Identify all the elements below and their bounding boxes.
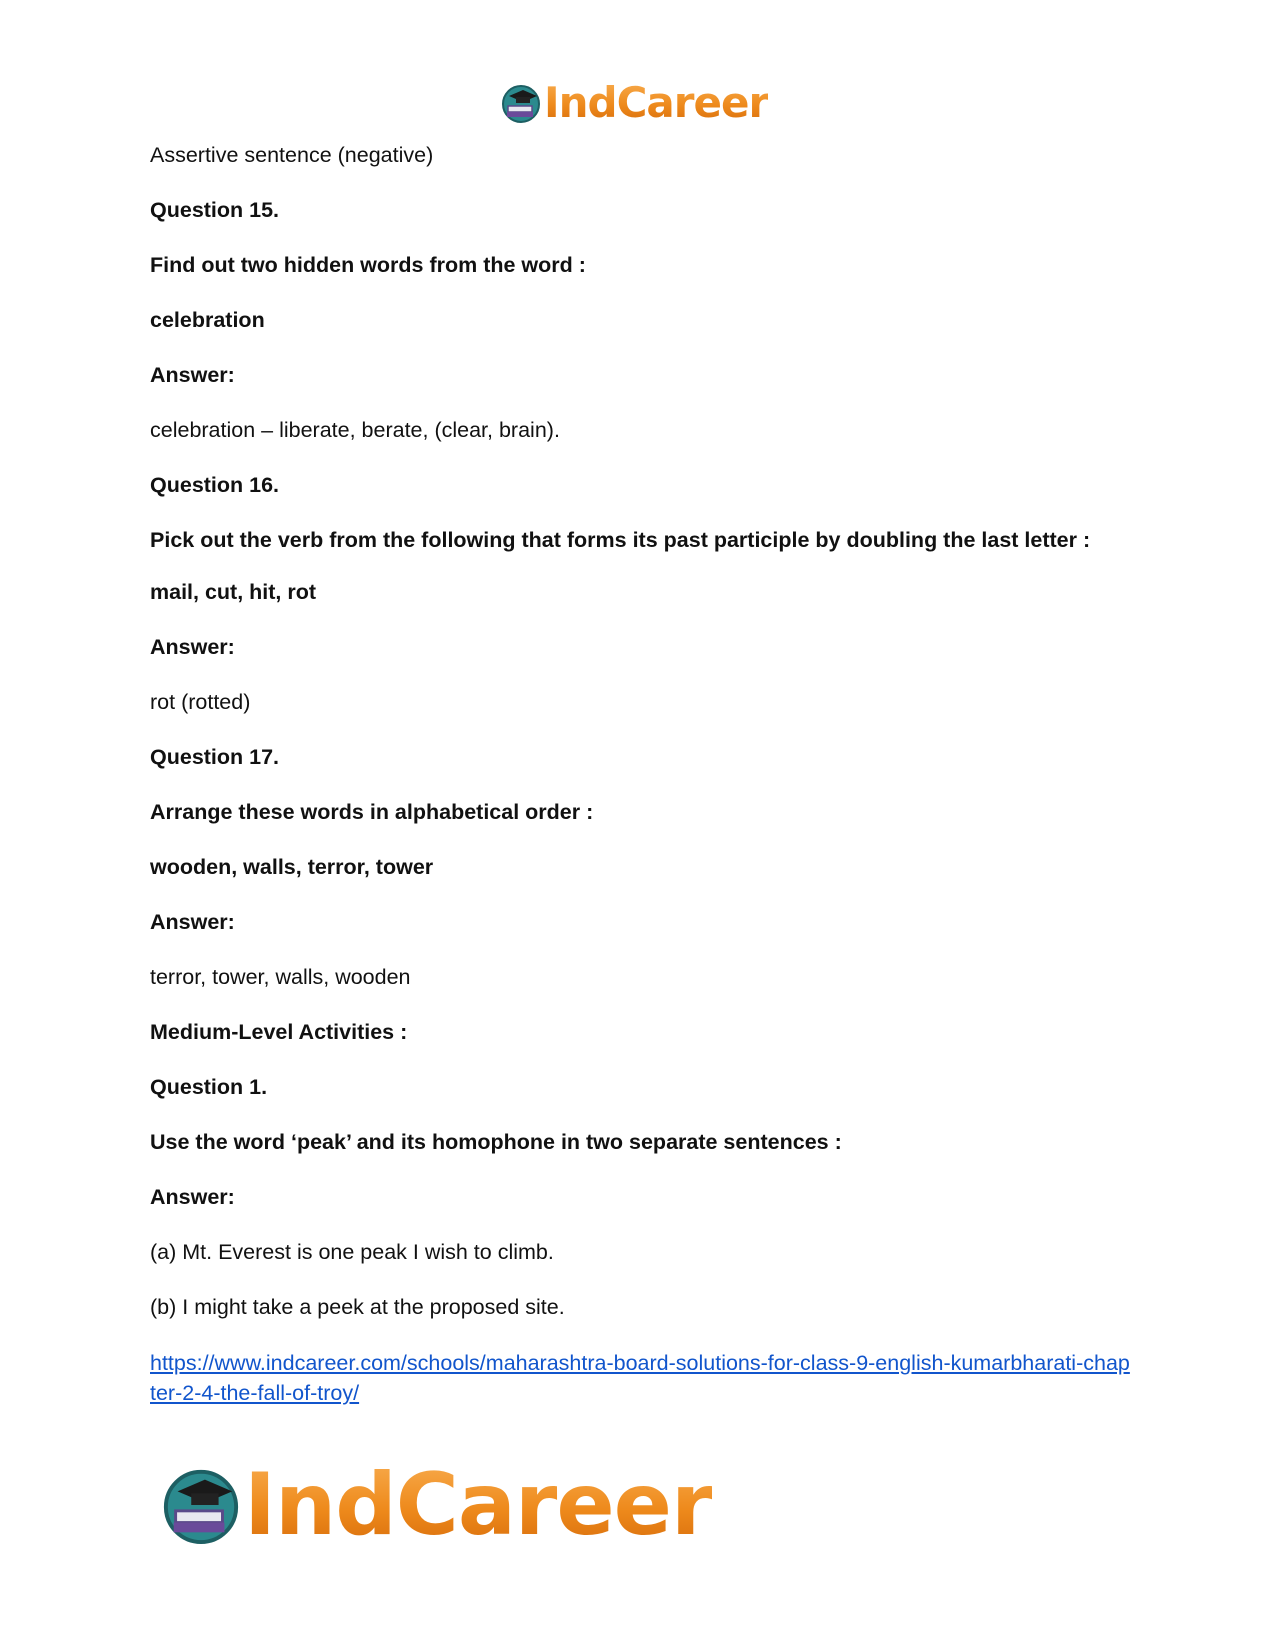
text-line: Assertive sentence (negative) [150,143,434,167]
text-line: celebration – liberate, berate, (clear, brain). [150,418,560,442]
bold-text-line: Answer: [150,910,235,934]
bold-text-line: Question 15. [150,198,280,222]
bold-text-line: mail, cut, hit, rot [150,580,317,604]
bold-text-line: wooden, walls, terror, tower [150,855,434,879]
document-body [150,140,1130,1408]
bold-text-line: Arrange these words in alphabetical order : [150,800,594,824]
bold-text-line: Answer: [150,363,235,387]
bold-text-line: Question 1. [150,1075,268,1099]
indcareer-logo-icon [500,82,542,124]
footer-logo [160,1455,712,1555]
text-line: (b) I might take a peek at the proposed site. [150,1295,565,1319]
bold-text-line: Use the word ‘peak’ and its homophone in two separate sentences : [150,1130,842,1154]
indcareer-logo-icon [160,1464,242,1546]
bold-text-line: celebration [150,308,265,332]
bold-text-line: Medium-Level Activities : [150,1020,408,1044]
bold-text-line: Pick out the verb from the following that forms its past participle by doubling the last letter : [150,528,1091,552]
text-line: terror, tower, walls, wooden [150,965,411,989]
logo-wordmark: IndCareer [244,1455,713,1555]
bold-text-line: Find out two hidden words from the word : [150,253,586,277]
bold-text-line: Answer: [150,635,235,659]
text-line: (a) Mt. Everest is one peak I wish to climb. [150,1240,554,1264]
bold-text-line: Question 17. [150,745,280,769]
bold-text-line: Answer: [150,1185,235,1209]
header-logo [500,78,768,128]
bold-text-line: Question 16. [150,473,280,497]
text-line: rot (rotted) [150,690,251,714]
source-link[interactable]: https://www.indcareer.com/schools/maharashtra-board-solutions-for-class-9-english-kumarbharati-chapter-2-4-the-fall-of-troy/ [150,1351,1130,1405]
logo-wordmark: IndCareer [544,78,769,127]
